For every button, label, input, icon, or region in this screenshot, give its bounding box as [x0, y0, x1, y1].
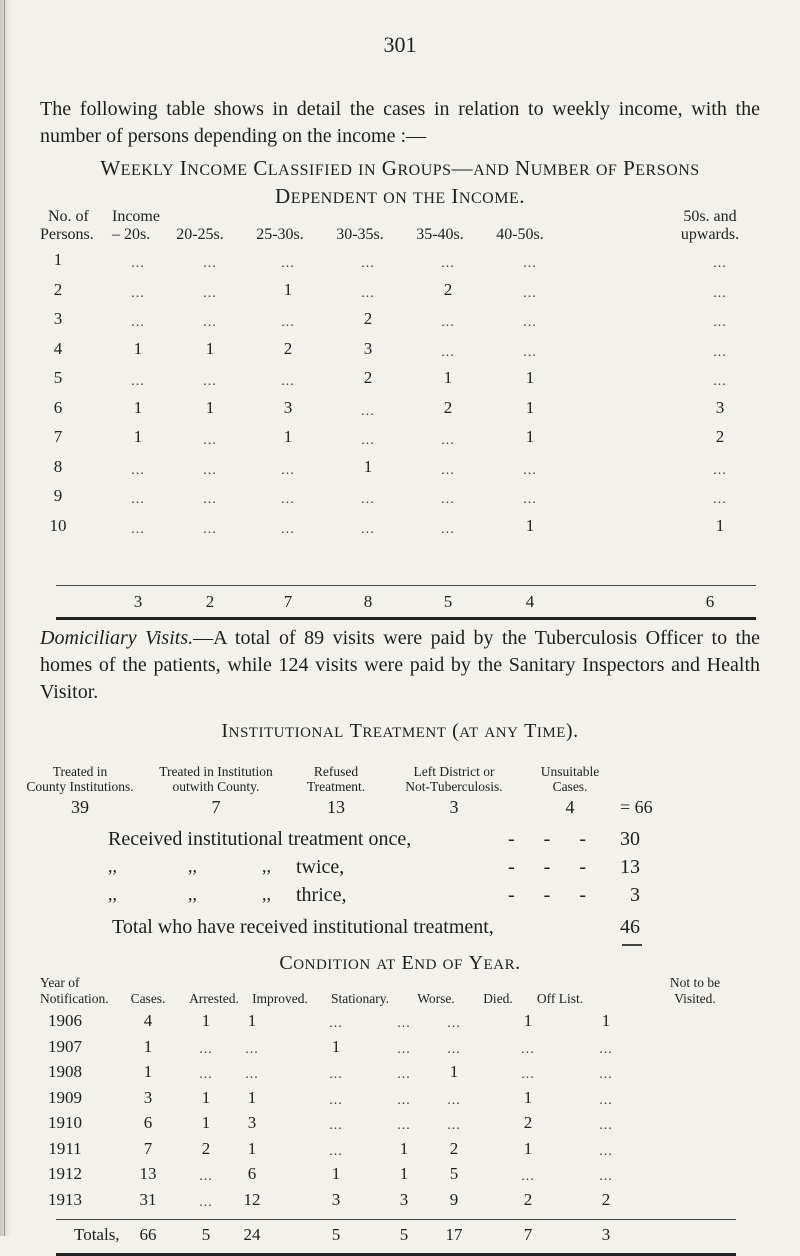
table3-total: 3 [601, 1225, 611, 1244]
table3-cell: 3 [331, 1189, 341, 1209]
table1-cell: ... [131, 462, 145, 478]
table3-col-header: Cases. [130, 991, 166, 1006]
table1-cell: ... [203, 374, 217, 389]
table1-bottom-rule [56, 617, 756, 620]
table1-cell: ... [203, 256, 217, 271]
table2-header-bottom: County Institutions. [26, 779, 134, 794]
table3-row-year: 1909 [48, 1087, 82, 1107]
table1-row-label: 7 [53, 427, 63, 446]
table3-cell: ... [329, 1143, 343, 1159]
table3-cell: ... [447, 1092, 461, 1108]
table3-header-year-bottom: Notification. [40, 991, 109, 1006]
table3-cell: ... [397, 1041, 411, 1057]
table3-cell: 2 [601, 1189, 611, 1209]
table1-cell: 1 [525, 368, 535, 387]
table3-title: CONDITION AT END OF YEAR. [279, 952, 521, 974]
table1-row-label: 9 [53, 486, 63, 505]
table2-header-top: Left District or [413, 764, 495, 779]
table1-cell: ... [203, 462, 217, 478]
table3-cell: ... [397, 1016, 411, 1031]
table3-cell: ... [199, 1169, 213, 1184]
table2-value: 13 [327, 797, 345, 817]
table1-col-header: 35-40s. [416, 226, 464, 243]
received-twice-label: twice, [296, 856, 345, 878]
table1-total-rule [56, 585, 756, 586]
page-number: 301 [383, 32, 417, 57]
table1-cell: ... [281, 462, 295, 478]
table2-total: = 66 [620, 797, 653, 817]
received-twice-dashes: - - - [508, 856, 598, 878]
table1-cell: ... [441, 521, 455, 537]
received-ditto-6: ,, [262, 884, 271, 904]
table3-total: 5 [201, 1225, 211, 1244]
received-thrice-value: 3 [630, 884, 640, 906]
table1-cell: 1 [715, 515, 725, 535]
table1-header-upwards-top: 50s. and [683, 208, 737, 225]
table1-title-line1: WEEKLY INCOME CLASSIFIED IN GROUPS—AND NUMBER OF PERSONS [100, 156, 700, 180]
table1-cell: ... [523, 344, 537, 360]
table2-header-bottom: Cases. [552, 779, 588, 794]
table1-cell: ... [361, 256, 375, 271]
table1-cell: ... [713, 256, 727, 271]
table3-total-rule [56, 1219, 736, 1220]
table3-cell: ... [599, 1067, 613, 1082]
table3-cell: 2 [523, 1113, 533, 1132]
table1-cell: ... [131, 492, 145, 507]
table3-row-year: 1913 [48, 1189, 82, 1209]
table3-total: 24 [243, 1225, 261, 1244]
table1-cell: ... [203, 315, 217, 330]
domiciliary-text: —A total of 89 visits were paid by the Tuberculosis Officer to the homes of the patients, while 124 visits were paid by the Sanitary Inspectors and Health Visitor. [40, 627, 760, 703]
table1-col-header: 30-35s. [336, 226, 384, 243]
table1-cell: ... [713, 285, 727, 301]
table3-cell: ... [521, 1067, 535, 1082]
table3-cell: ... [599, 1041, 613, 1057]
table3-cell: 1 [523, 1138, 533, 1158]
received-total-label: Total who have received institutional treatment, [112, 916, 494, 938]
table3-cell: 1 [247, 1087, 257, 1107]
table3-cell: 1 [331, 1036, 341, 1056]
table1-total: 3 [133, 592, 143, 611]
table1-row-label: 3 [53, 309, 63, 328]
table1-cell: 1 [363, 456, 373, 476]
table1-cell: ... [361, 403, 375, 419]
table1-cell: 1 [205, 397, 215, 417]
table3-cell: 1 [449, 1062, 459, 1081]
table3-cell: ... [199, 1041, 213, 1057]
table1-cell: ... [203, 492, 217, 507]
table3-header-year-top: Year of [40, 975, 80, 990]
table1-cell: ... [361, 433, 375, 448]
table3-cell: ... [329, 1016, 343, 1031]
received-ditto-1: ,, [108, 856, 117, 876]
table3-totals-label: Totals, [74, 1225, 120, 1244]
table1-header-persons-top: No. of [48, 208, 89, 225]
table1-cell: ... [523, 285, 537, 301]
table3-cell: ... [397, 1092, 411, 1108]
table1-row-label: 6 [53, 397, 63, 417]
table1-total: 5 [443, 592, 453, 611]
table3-row-year: 1908 [48, 1062, 82, 1081]
table1-row-label: 10 [49, 515, 67, 535]
table1-total: 2 [205, 592, 215, 611]
received-total-underline [622, 944, 642, 946]
table1-row-label: 8 [53, 456, 63, 476]
table1-cell: ... [523, 462, 537, 478]
table1-cell: ... [131, 374, 145, 389]
table1-cell: 1 [283, 427, 293, 446]
table1-row-label: 4 [53, 338, 63, 358]
table1-cell: ... [281, 374, 295, 389]
table1-cell: ... [281, 521, 295, 537]
table2-title: INSTITUTIONAL TREATMENT (AT ANY TIME). [221, 720, 579, 742]
table1-cell: ... [441, 344, 455, 360]
table1-cell: ... [281, 492, 295, 507]
table2-header-top: Refused [313, 764, 359, 779]
table3-cell: 2 [523, 1189, 533, 1209]
table3-cell: 12 [243, 1189, 261, 1209]
table3-cell: 1 [523, 1087, 533, 1107]
table1-title-line2: DEPENDENT ON THE INCOME. [275, 184, 525, 208]
table3-total: 5 [399, 1225, 409, 1244]
table1-col-header: 40-50s. [496, 226, 544, 243]
table3-cell: ... [397, 1067, 411, 1082]
table3-cell: ... [599, 1092, 613, 1108]
table1-cell: ... [441, 256, 455, 271]
table1-cell: ... [523, 256, 537, 271]
table3-cell: ... [521, 1041, 535, 1057]
table3-cell: 1 [399, 1164, 409, 1183]
table1-cell: 1 [133, 397, 143, 417]
table1-cell: 2 [283, 338, 293, 358]
table1-cell: ... [131, 315, 145, 330]
table3-col-header: Improved. [252, 991, 308, 1006]
table1-cell: ... [441, 492, 455, 507]
table1-cell: 1 [525, 515, 535, 535]
table1-cell: ... [441, 462, 455, 478]
table1-row-label: 1 [53, 250, 63, 269]
table3-row-year: 1912 [48, 1164, 82, 1183]
table3-cell: ... [329, 1118, 343, 1133]
table1-total: 4 [525, 592, 535, 611]
table3-cell: 3 [143, 1087, 153, 1107]
table1-cell: ... [713, 374, 727, 389]
table3-col-header: Arrested. [189, 991, 239, 1006]
table3-col-header: Worse. [417, 991, 455, 1006]
table3-cell: 6 [247, 1164, 257, 1183]
table3-cell: 6 [143, 1113, 153, 1132]
table1-total: 8 [363, 592, 373, 611]
table1-total: 6 [705, 592, 715, 611]
table1-cell: ... [523, 315, 537, 330]
table3-cell: 9 [449, 1189, 459, 1209]
table1-cell: 3 [715, 397, 725, 417]
table3-cell: 31 [139, 1189, 157, 1209]
table1-cell: 3 [283, 397, 293, 417]
table2-header-bottom: Not-Tuberculosis. [405, 779, 503, 794]
received-once-label: Received institutional treatment once, [108, 828, 412, 850]
table3-col-header: Died. [483, 991, 513, 1006]
table3-cell: ... [199, 1067, 213, 1082]
table3-cell: 2 [449, 1138, 459, 1158]
table1-row-label: 2 [53, 279, 63, 299]
table3-cell: 1 [143, 1062, 153, 1081]
table3-total: 66 [139, 1225, 157, 1244]
table3-cell: ... [521, 1169, 535, 1184]
table3-total: 7 [523, 1225, 533, 1244]
table1-cell: ... [713, 315, 727, 330]
received-ditto-5: ,, [188, 884, 197, 904]
table1-cell: ... [441, 433, 455, 448]
intro-text: The following table shows in detail the cases in relation to weekly income, with the number of persons depending on the income :— [40, 98, 760, 147]
table1-cell: ... [361, 285, 375, 301]
table1-cell: ... [281, 256, 295, 271]
intro-paragraph [40, 96, 760, 150]
table1-cell: ... [713, 492, 727, 507]
table3-header-notvisited-bottom: Visited. [674, 991, 716, 1006]
table1-cell: 1 [133, 338, 143, 358]
table3-cell: 1 [201, 1011, 211, 1030]
table3-col-header: Off List. [536, 991, 584, 1006]
table2-header-top: Unsuitable [540, 764, 600, 779]
table1-cell: 2 [443, 279, 453, 299]
table1-col-header: 20-25s. [176, 226, 224, 243]
table3-cell: 3 [399, 1189, 409, 1209]
table1-cell: ... [131, 256, 145, 271]
table1-cell: ... [361, 492, 375, 507]
table3-total: 5 [331, 1225, 341, 1244]
table2-value: 39 [71, 797, 89, 817]
table3-cell: 1 [201, 1113, 211, 1132]
table1-cell: 1 [205, 338, 215, 358]
table3-cell: ... [245, 1041, 259, 1057]
table2-header-bottom: Treatment. [306, 779, 366, 794]
domiciliary-paragraph [40, 625, 760, 706]
table3-cell: 1 [247, 1011, 257, 1030]
table1-cell: 1 [283, 279, 293, 299]
received-thrice-label: thrice, [296, 884, 347, 906]
table3-cell: ... [329, 1092, 343, 1108]
table3-cell: ... [447, 1041, 461, 1057]
table3-cell: 1 [201, 1087, 211, 1107]
table3-cell: 4 [143, 1011, 153, 1030]
table1-row-label: 5 [53, 368, 63, 387]
received-once-dashes: - - - [508, 828, 598, 850]
received-thrice-dashes: - - - [508, 884, 598, 906]
received-ditto-3: ,, [262, 856, 271, 876]
table1-cell: ... [523, 492, 537, 507]
table1-total: 7 [283, 592, 293, 611]
table1-header-persons-bottom: Persons. [40, 226, 94, 243]
table3-cell: ... [245, 1067, 259, 1082]
table1-header-upwards-bottom: upwards. [680, 226, 740, 243]
table1-cell: 2 [363, 309, 373, 328]
table1-cell: ... [203, 521, 217, 537]
table3-cell: 1 [601, 1011, 611, 1030]
table1-cell: 1 [525, 427, 535, 446]
table3-total: 17 [445, 1225, 463, 1244]
table1-cell: 1 [443, 368, 453, 387]
table3-cell: ... [447, 1118, 461, 1133]
table1-cell: ... [281, 315, 295, 330]
table3-cell: ... [599, 1118, 613, 1133]
table3-row-year: 1907 [48, 1036, 82, 1056]
table3-col-header: Stationary. [331, 991, 389, 1006]
table3-row-year: 1910 [48, 1113, 82, 1132]
table3-cell: ... [599, 1143, 613, 1159]
table3-cell: 1 [143, 1036, 153, 1056]
table3-cell: 1 [399, 1138, 409, 1158]
table1-header-income-top: Income [112, 208, 160, 225]
table3-cell: 3 [247, 1113, 257, 1132]
table3-cell: 1 [523, 1011, 533, 1030]
table3-cell: ... [599, 1169, 613, 1184]
table2-header-top: Treated in Institution [159, 764, 273, 779]
table1-cell: 3 [363, 338, 373, 358]
table1-cell: ... [713, 344, 727, 360]
table1-cell: ... [203, 433, 217, 448]
table3-row-year: 1906 [48, 1011, 82, 1030]
table3-cell: 7 [143, 1138, 153, 1158]
table1-header-income-bottom: – 20s. [112, 226, 151, 243]
table1-cell: 2 [715, 427, 725, 446]
table3-row-year: 1911 [48, 1138, 82, 1158]
table1-col-header: 25-30s. [256, 226, 304, 243]
received-ditto-2: ,, [188, 856, 197, 876]
table1-cell: 1 [133, 427, 143, 446]
received-twice-value: 13 [620, 856, 640, 878]
table1-cell: 2 [363, 368, 373, 387]
received-ditto-4: ,, [108, 884, 117, 904]
table2-header-bottom: outwith County. [172, 779, 260, 794]
table3-cell: 5 [449, 1164, 459, 1183]
table3-cell: ... [199, 1194, 213, 1210]
table2-header-top: Treated in [52, 764, 108, 779]
table1-cell: ... [713, 462, 727, 478]
received-once-value: 30 [620, 828, 640, 850]
table1-cell: ... [361, 521, 375, 537]
table3-cell: ... [397, 1118, 411, 1133]
table2-value: 4 [565, 797, 575, 817]
table1-cell: ... [131, 285, 145, 301]
table3-cell: ... [447, 1016, 461, 1031]
table3-cell: 1 [247, 1138, 257, 1158]
table1-cell: ... [131, 521, 145, 537]
domiciliary-heading: Domiciliary Visits. [40, 627, 194, 649]
table3-cell: ... [329, 1067, 343, 1082]
table3-cell: 1 [331, 1164, 341, 1183]
table3-cell: 13 [139, 1164, 157, 1183]
table1-cell: 2 [443, 397, 453, 417]
table1-cell: ... [441, 315, 455, 330]
table3-header-notvisited-top: Not to be [669, 975, 721, 990]
table2-value: 7 [211, 797, 221, 817]
table3-cell: 2 [201, 1138, 211, 1158]
table2-value: 3 [449, 797, 459, 817]
received-total-value: 46 [620, 916, 640, 938]
table1-cell: ... [203, 285, 217, 301]
table1-cell: 1 [525, 397, 535, 417]
